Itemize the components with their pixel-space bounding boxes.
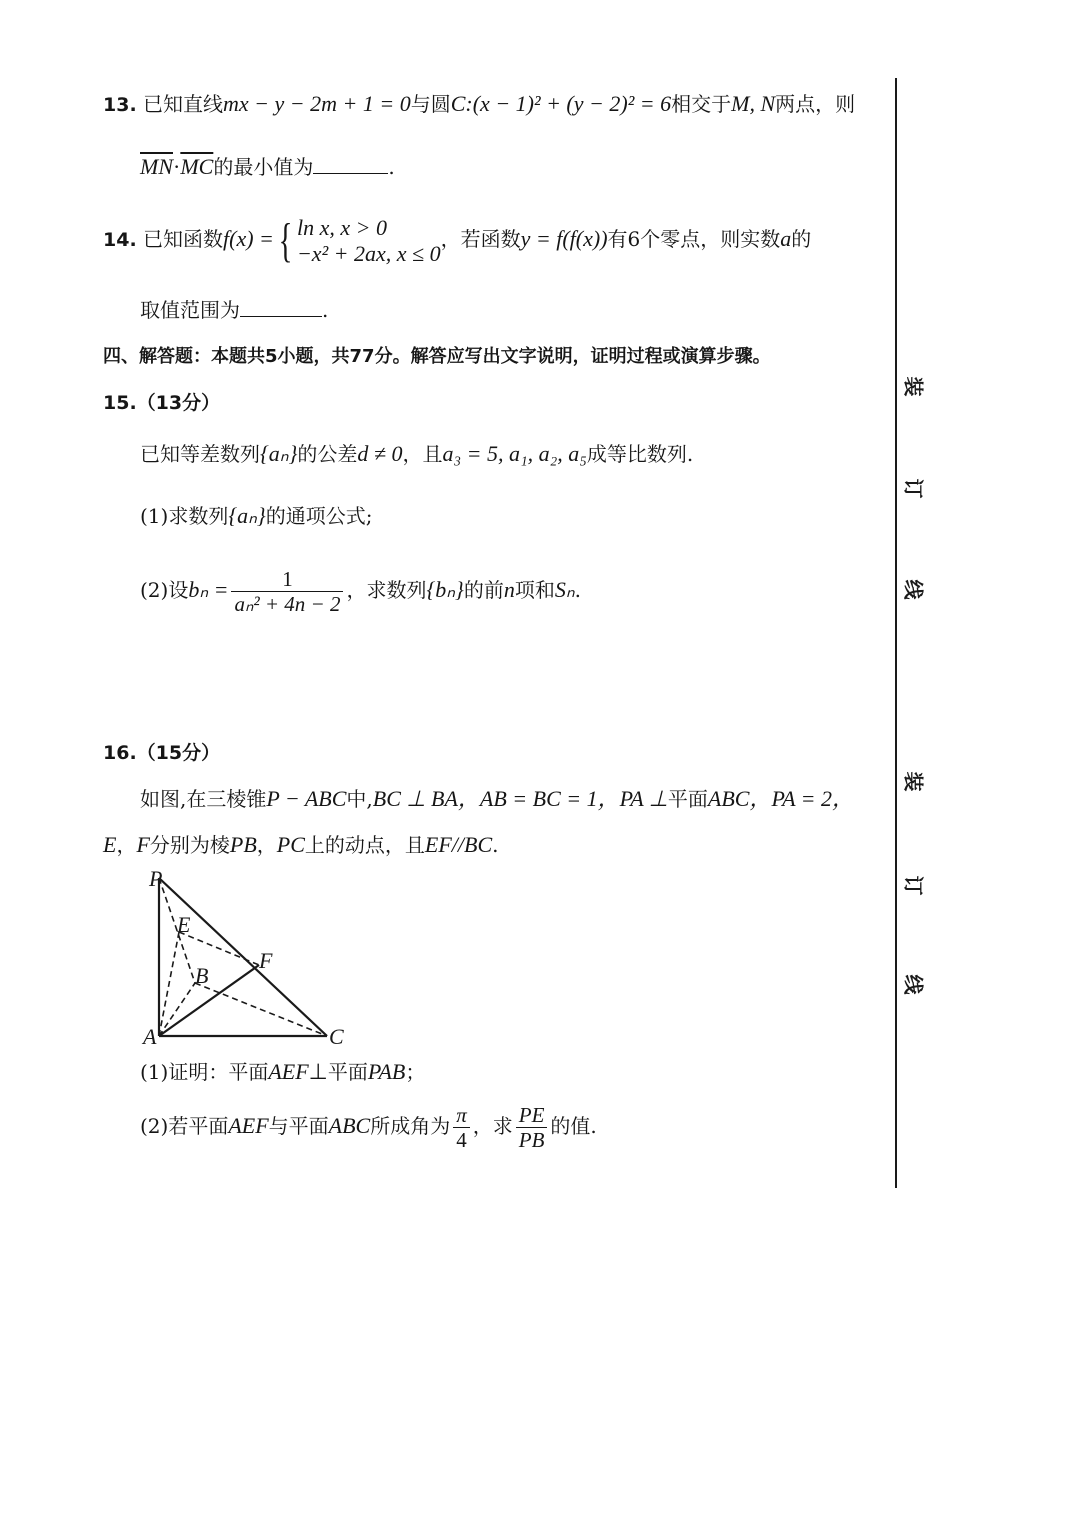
side-char-2: 订 xyxy=(901,478,926,499)
q16-stem-line1: 如图,在三棱锥P − ABC中,BC ⊥ BA，AB = BC = 1，PA ⊥平面ABC，PA = 2， xyxy=(140,786,854,811)
q14-line2: 取值范围为 . xyxy=(140,298,329,322)
answer-blank-13 xyxy=(313,153,388,174)
q13-line1: 13. 已知直线mx − y − 2m + 1 = 0与圆C:(x − 1)² + (y − 2)² = 6相交于M, N两点，则 xyxy=(103,91,856,116)
pyramid-figure xyxy=(135,868,355,1048)
q16-part2: (2)若平面AEF与平面ABC所成角为 $\frac{\pi}{4}$ ，求 $\frac{PE}{PB}$ 的值. xyxy=(140,1103,597,1152)
label-e: E xyxy=(177,912,191,937)
q16-header: 16.（15分） xyxy=(103,742,221,764)
vector-mn: $\overline{MN}$ xyxy=(140,154,173,179)
edge-ae xyxy=(159,932,179,1036)
binding-line xyxy=(895,78,897,1188)
edge-af xyxy=(159,965,259,1036)
bn-fraction: $\frac{1}{\text{aₙ² + 4n − 2}}$ xyxy=(231,567,343,616)
label-a: A xyxy=(143,1024,157,1048)
composite-function: y = f(f(x)) xyxy=(520,226,608,251)
edge-pc xyxy=(159,878,327,1036)
section-header: 四、解答题：本题共5小题，共77分。解答应写出文字说明，证明过程或演算步骤。 xyxy=(103,346,771,367)
side-char-3: 线 xyxy=(901,579,926,600)
side-char-5: 订 xyxy=(901,875,926,896)
q14-number: 14. xyxy=(103,229,137,251)
side-char-4: 装 xyxy=(901,771,926,792)
circle-equation: :(x − 1)² + (y − 2)² = 6 xyxy=(465,91,672,116)
q15-part2: (2)设bₙ = $\frac{1}{\text{aₙ² + 4n − 2}}$ ，求数列{bₙ}的前n项和Sₙ. xyxy=(140,567,581,616)
side-char-1: 装 xyxy=(901,376,926,397)
q13-line2: $\overline{MN}\cdot\overline{MC}$的最小值为 . xyxy=(140,154,395,179)
answer-blank-14 xyxy=(240,296,322,317)
edge-ef xyxy=(179,932,259,965)
q13-number: 13. xyxy=(103,94,137,116)
line-equation: mx − y − 2m + 1 = 0 xyxy=(223,91,411,116)
label-b: B xyxy=(195,963,209,988)
q15-header: 15.（13分） xyxy=(103,392,221,414)
q15-number: 15. xyxy=(103,392,137,414)
edge-bc xyxy=(195,983,327,1036)
label-f: F xyxy=(259,948,273,973)
q16-part1: (1)证明：平面AEF⊥平面PAB； xyxy=(140,1059,426,1084)
left-brace: { xyxy=(278,213,293,267)
q16-stem-line2: E，F分别为棱PB，PC上的动点，且EF//BC. xyxy=(103,832,499,857)
q16-number: 16. xyxy=(103,742,137,764)
piecewise-cases: ln x, x > 0 −x² + 2ax, x ≤ 0 xyxy=(296,214,441,266)
q14-line1: 14. 已知函数f(x) ={ ln x, x > 0 −x² + 2ax, x ≤ 0 ，若函数y = f(f(x))有6个零点，则实数a的 xyxy=(103,213,812,267)
label-c: C xyxy=(329,1024,344,1048)
ratio-fraction: $\frac{PE}{PB}$ xyxy=(516,1103,548,1152)
vector-mc: $\overline{MC}$ xyxy=(180,154,214,179)
side-char-6: 线 xyxy=(901,974,926,995)
edge-ab xyxy=(159,983,195,1036)
angle-fraction: $\frac{\pi}{4}$ xyxy=(453,1103,470,1152)
q15-part1: (1)求数列{aₙ}的通项公式; xyxy=(140,503,373,528)
q15-stem: 已知等差数列{aₙ}的公差d ≠ 0，且a₃ = 5, a₁, a₂, a₅成等比数列. xyxy=(140,441,694,466)
label-p: P xyxy=(149,868,163,891)
